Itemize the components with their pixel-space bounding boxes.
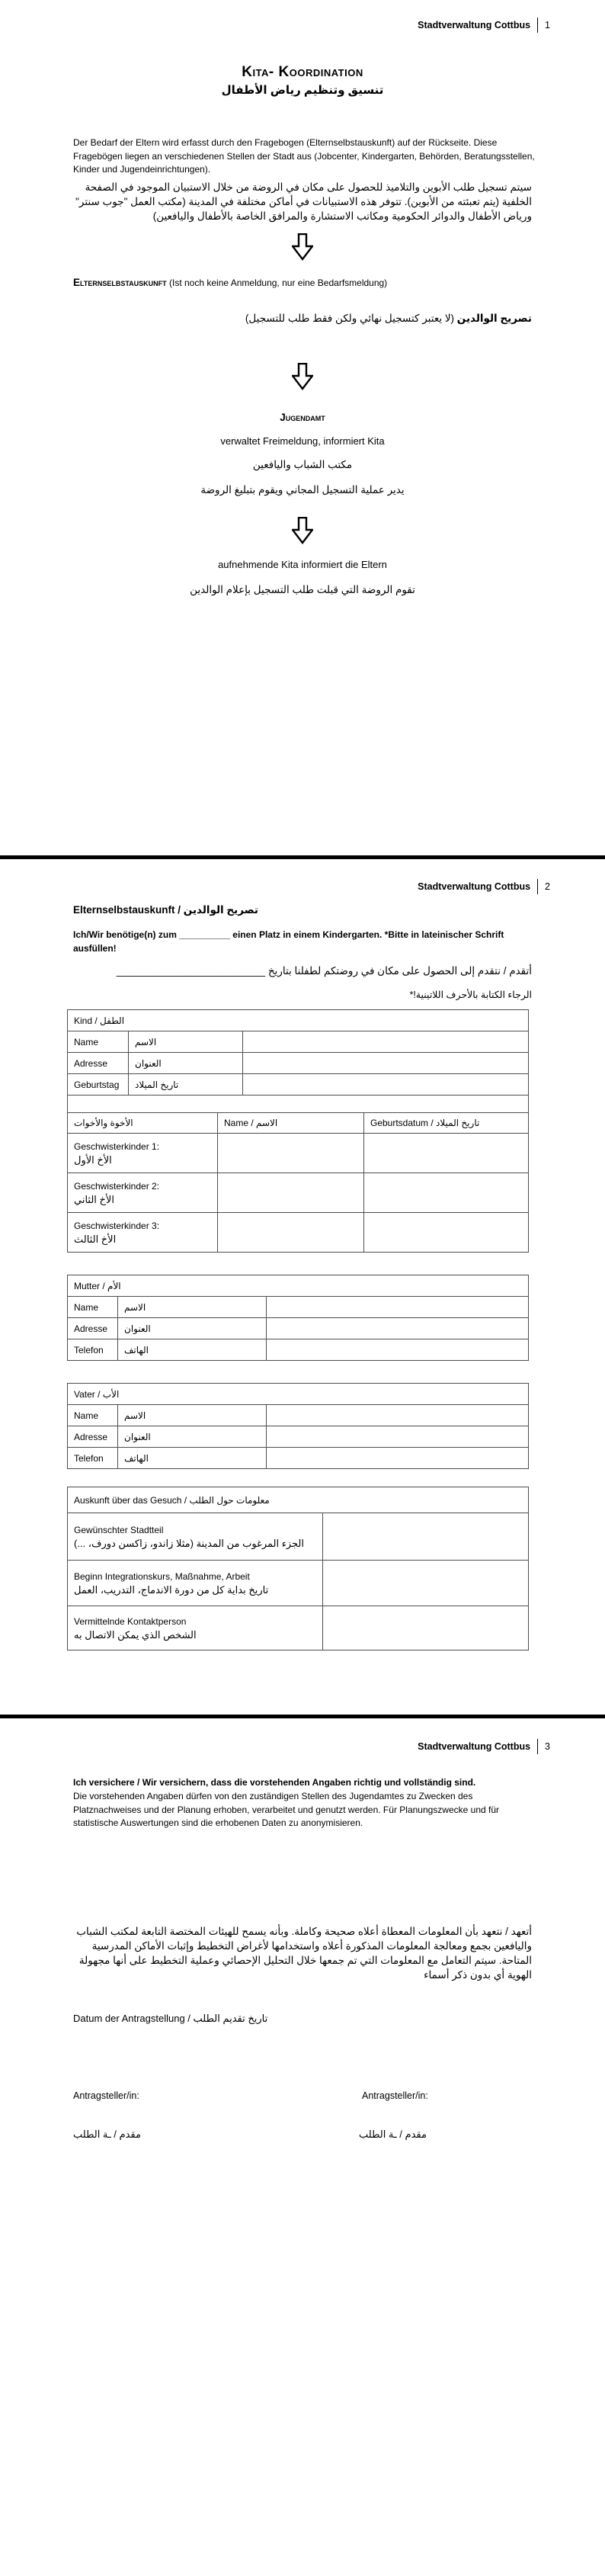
integration-course-input[interactable] xyxy=(323,1561,529,1606)
child-address-input[interactable] xyxy=(243,1053,529,1074)
siblings-name-header: Name / الاسم xyxy=(218,1113,364,1134)
date-request-line xyxy=(73,964,532,978)
date-request-text-ar: أتقدم / نتقدم إلى الحصول على مكان في روضتكم لطفلنا بتاريخ xyxy=(267,965,532,977)
district-label: Gewünschter Stadtteil xyxy=(74,1525,164,1535)
request-info-table xyxy=(67,1487,529,1651)
father-name-input[interactable] xyxy=(267,1405,529,1426)
page3-header xyxy=(418,1738,550,1755)
latin-script-note-ar: الرجاء الكتابة بالأحرف اللاتينية!* xyxy=(409,990,532,1000)
brand-text: Stadtverwaltung Cottbus xyxy=(418,1741,531,1752)
brand-text: Stadtverwaltung Cottbus xyxy=(418,881,531,892)
integration-course-label: Beginn Integrationskurs, Maßnahme, Arbeit xyxy=(74,1571,250,1582)
mother-phone-label-ar: الهاتف xyxy=(118,1339,267,1361)
father-name-label-ar: الاسم xyxy=(118,1405,267,1426)
applicant-label-ar-left: مقدم / ـة الطلب xyxy=(73,2128,141,2140)
father-table-header: Vater / الأب xyxy=(68,1384,529,1405)
siblings-table xyxy=(67,1112,529,1253)
child-birthday-label-ar: تاريخ الميلاد xyxy=(129,1074,243,1096)
intro-paragraph-ar: سيتم تسجيل طلب الأبوين والتلاميذ للحصول على مكان في الروضة من خلال الاستبيان الموجود في الصفحة الخلفية (يتم تعبئته من الأبوين). تتوفر هذه الاستبيانات في أماكن مختلفة في المدينة (مكتب العمل "جوب سنتر" ورياض الأطفال والدوائر الحكومية ومكاتب الاستشارة والمرافق الخاصة بالأطفال واليافعين) xyxy=(75,181,532,222)
contact-person-input[interactable] xyxy=(323,1606,529,1651)
contact-person-label-ar: الشخص الذي يمكن الاتصال به xyxy=(74,1629,197,1641)
child-address-label-ar: العنوان xyxy=(129,1053,243,1074)
step1-line xyxy=(73,276,535,290)
father-phone-label-ar: الهاتف xyxy=(118,1448,267,1469)
page-title-arabic: تنسيق وتنظيم رياض الأطفال xyxy=(221,84,384,97)
sibling1-label: Geschwisterkinder 1: xyxy=(74,1141,160,1152)
step3-text-de: aufnehmende Kita informiert die Eltern xyxy=(218,559,387,570)
down-arrow-icon xyxy=(292,233,313,261)
form-title: Elternselbstauskunft / تصريح الوالدين xyxy=(73,904,258,916)
child-table-header: Kind / الطفل xyxy=(68,1010,529,1031)
request-table-header: Auskunft über das Gesuch / معلومات حول الطلب xyxy=(68,1487,529,1513)
father-address-label-ar: العنوان xyxy=(118,1426,267,1448)
step2-text-ar2: يدير عملية التسجيل المجاني ويقوم بتبليغ الروضة xyxy=(200,484,405,496)
sibling1-label-ar: الأخ الأول xyxy=(74,1154,112,1166)
father-address-label: Adresse xyxy=(68,1426,118,1448)
affirmation-bold: Ich versichere / Wir versichern, dass die vorstehenden Angaben richtig und vollständig sind. xyxy=(73,1777,476,1788)
mother-phone-input[interactable] xyxy=(267,1339,529,1361)
step1-note-ar: (لا يعتبر كتسجيل نهائي ولكن فقط طلب للتسجيل) xyxy=(245,313,457,324)
sibling1-birthdate-input[interactable] xyxy=(364,1134,529,1173)
applicant-label-ar-right: مقدم / ـة الطلب xyxy=(359,2128,427,2140)
mother-address-input[interactable] xyxy=(267,1318,529,1339)
need-statement: Ich/Wir benötige(n) zum __________ einen Platz in einem Kindergarten. *Bitte in lateinischer Schrift ausfüllen! xyxy=(73,929,504,954)
sibling2-name-input[interactable] xyxy=(218,1173,364,1213)
application-date-label: Datum der Antragstellung / تاريخ تقديم الطلب xyxy=(73,2013,268,2024)
sibling2-birthdate-input[interactable] xyxy=(364,1173,529,1213)
date-blank-field[interactable]: __________________________ xyxy=(116,965,266,977)
siblings-header-ar: الأخوة والأخوات xyxy=(68,1113,218,1134)
child-name-label-ar: الاسم xyxy=(129,1031,243,1053)
down-arrow-icon xyxy=(292,517,313,544)
child-address-label: Adresse xyxy=(68,1053,129,1074)
child-name-input[interactable] xyxy=(243,1031,529,1053)
mother-name-label-ar: الاسم xyxy=(118,1297,267,1318)
sibling3-label: Geschwisterkinder 3: xyxy=(74,1221,160,1231)
step1-note: (Ist noch keine Anmeldung, nur eine Bedarfsmeldung) xyxy=(166,277,388,288)
step2-title: Jugendamt xyxy=(280,412,325,423)
table-spacer xyxy=(67,1095,529,1112)
siblings-birthdate-header: Geburtsdatum / تاريخ الميلاد xyxy=(364,1113,529,1134)
applicant-label-left: Antragsteller/in: xyxy=(73,2090,139,2101)
father-phone-input[interactable] xyxy=(267,1448,529,1469)
brand-text: Stadtverwaltung Cottbus xyxy=(418,20,531,30)
affirmation-text-ar: أتعهد / نتعهد بأن المعلومات المعطاة أعلاه صحيحة وكاملة. وبأنه يسمح للهيئات المختصة التابعة لمكتب الشباب واليافعين بجمع ومعالجة المعلومات المذكورة أعلاه واستخدامها لأغراض التخطيط وإثبات الأماكن المدرسية المتاحة. سيتم التعامل مع المعلومات التي تم جمعها خلال التحليل الإحصائي وعملية التخطيط على أنها مجهولة الهوية أي بدون ذكر أسماء xyxy=(76,1926,532,1981)
page1-header xyxy=(418,17,550,34)
sibling3-name-input[interactable] xyxy=(218,1213,364,1253)
step1-title-ar: تصريح الوالدين xyxy=(456,313,532,324)
father-phone-label: Telefon xyxy=(68,1448,118,1469)
father-name-label: Name xyxy=(68,1405,118,1426)
integration-course-label-ar: تاريخ بداية كل من دورة الاندماج، التدريب، العمل xyxy=(74,1584,269,1596)
child-birthday-input[interactable] xyxy=(243,1074,529,1096)
page-separator xyxy=(0,1715,605,1718)
step2-text-de: verwaltet Freimeldung, informiert Kita xyxy=(220,435,385,447)
mother-table-header: Mutter / الأم xyxy=(68,1275,529,1297)
step1-line-ar xyxy=(73,311,532,326)
sibling1-name-input[interactable] xyxy=(218,1134,364,1173)
affirmation-text: Die vorstehenden Angaben dürfen von den zuständigen Stellen des Jugendamtes zu Zwecken des Platznachweises und der Planung erhoben, verarbeitet und genutzt werden. Für Planungszwecke und für statistische Auswertungen sind die erhobenen Daten zu anonymisieren. xyxy=(73,1791,500,1828)
mother-address-label: Adresse xyxy=(68,1318,118,1339)
mother-name-label: Name xyxy=(68,1297,118,1318)
sibling2-label: Geschwisterkinder 2: xyxy=(74,1181,160,1192)
district-input[interactable] xyxy=(323,1513,529,1561)
page-number: 2 xyxy=(537,879,550,894)
father-address-input[interactable] xyxy=(267,1426,529,1448)
sibling3-label-ar: الأخ الثالث xyxy=(74,1233,117,1245)
page2-header xyxy=(418,878,550,895)
sibling2-label-ar: الأخ الثاني xyxy=(74,1194,114,1205)
mother-name-input[interactable] xyxy=(267,1297,529,1318)
mother-address-label-ar: العنوان xyxy=(118,1318,267,1339)
page-number: 3 xyxy=(537,1739,550,1754)
page-number: 1 xyxy=(537,18,550,33)
down-arrow-icon xyxy=(292,363,313,390)
intro-paragraph-de: Der Bedarf der Eltern wird erfasst durch den Fragebogen (Elternselbstauskunft) auf der Rückseite. Diese Fragebögen liegen an verschiedenen Stellen der Stadt aus (Jobcenter, Kindergarten, Behörden, Beratungsstellen, Kinder und Jugendeinrichtungen). xyxy=(73,137,535,175)
mother-table xyxy=(67,1275,529,1361)
sibling3-birthdate-input[interactable] xyxy=(364,1213,529,1253)
mother-phone-label: Telefon xyxy=(68,1339,118,1361)
contact-person-label: Vermittelnde Kontaktperson xyxy=(74,1616,187,1627)
step2-text-ar1: مكتب الشباب واليافعين xyxy=(252,459,353,470)
father-table xyxy=(67,1383,529,1469)
applicant-label-right: Antragsteller/in: xyxy=(362,2090,428,2101)
child-birthday-label: Geburtstag xyxy=(68,1074,129,1096)
child-table xyxy=(67,1009,529,1096)
district-label-ar: الجزء المرغوب من المدينة (مثلا زاندو، زاكسن دورف، ...) xyxy=(74,1538,304,1549)
page-separator xyxy=(0,855,605,859)
step3-text-ar: تقوم الروضة التي قبلت طلب التسجيل بإعلام الوالدين xyxy=(190,584,415,595)
child-name-label: Name xyxy=(68,1031,129,1053)
step1-title: Elternselbstauskunft xyxy=(73,277,167,288)
page-title: Kita- Koordination xyxy=(242,64,363,80)
